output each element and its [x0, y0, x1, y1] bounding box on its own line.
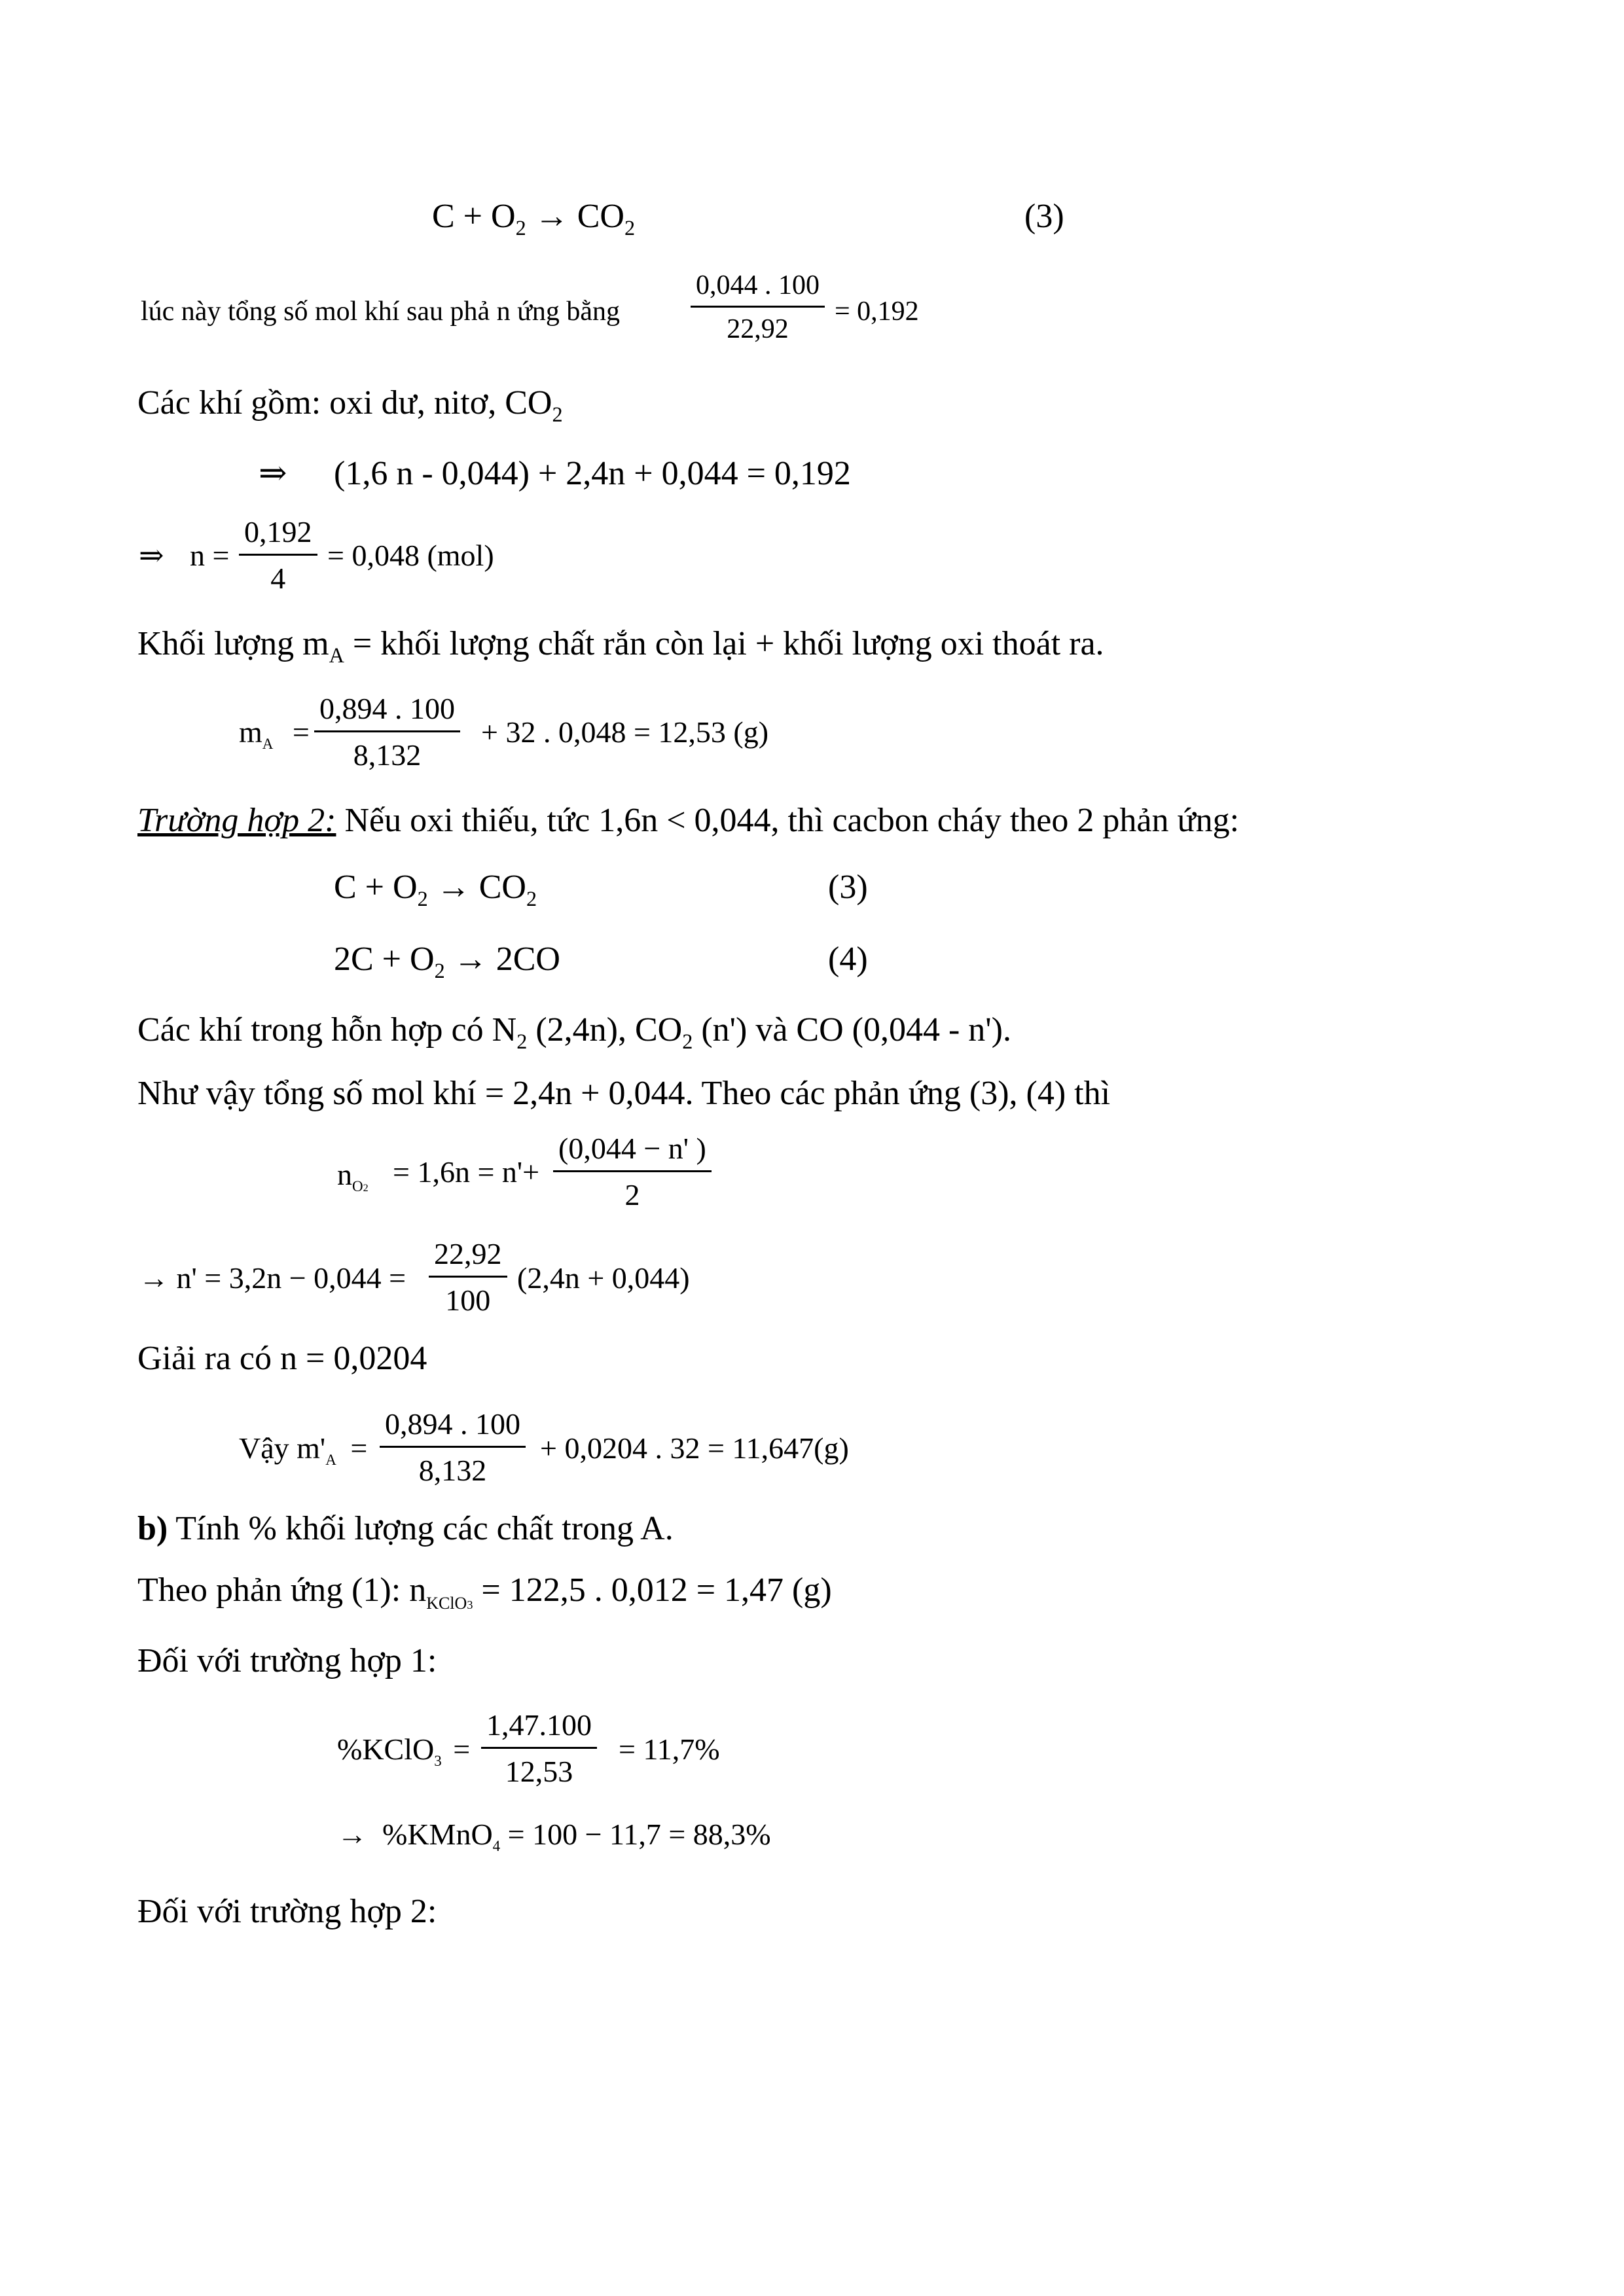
reaction-4-label: (4) [828, 941, 868, 978]
total-mol-line: Như vậy tổng số mol khí = 2,4n + 0,044. Theo các phản ứng (3), (4) thì [137, 1075, 1111, 1112]
pct-kclo3-rest: = 11,7% [619, 1732, 720, 1766]
subscript: 2 [515, 216, 526, 240]
subscript: 2 [516, 1030, 528, 1054]
kclo3-post: = 122,5 . 0,012 = 1,47 (g) [473, 1571, 832, 1609]
n-fraction [239, 517, 317, 594]
no2-lhs [337, 1158, 369, 1195]
reaction-rhs: → CO [427, 869, 526, 906]
pct-kmno4-symbol: %KMnO [367, 1818, 493, 1851]
subscript: 2 [624, 216, 636, 240]
arrow: → [337, 1818, 367, 1851]
denominator: 2 [624, 1178, 640, 1211]
pct-kmno4-rest: = 100 − 11,7 = 88,3% [500, 1818, 771, 1851]
reaction-3-top [432, 198, 636, 240]
pct-kclo3-symbol: %KClO [337, 1732, 435, 1766]
equals-sign: = [350, 1431, 368, 1465]
reaction-4 [334, 941, 560, 983]
mix-part: (n') và CO (0,044 - n'). [693, 1011, 1011, 1049]
denominator: 4 [270, 562, 286, 595]
case-1-heading: Đối với trường hợp 1: [137, 1642, 437, 1679]
nprime-lhs: → n' = 3,2n − 0,044 = [139, 1261, 406, 1295]
numerator: 0,894 . 100 [319, 692, 455, 725]
kclo3-mass-line [137, 1571, 832, 1613]
mass-def-post: = khối lượng chất rắn còn lại + khối lượng oxi thoát ra. [344, 625, 1104, 662]
ma-lhs [239, 715, 310, 753]
reaction-lhs: C + O [432, 198, 516, 235]
n-symbol: n [337, 1158, 352, 1191]
n-lhs: n = [190, 539, 230, 572]
solve-line: Giải ra có n = 0,0204 [137, 1340, 427, 1377]
subscript: 4 [492, 1838, 501, 1855]
case-2-heading: Đối với trường hợp 2: [137, 1893, 437, 1930]
equals-sign: = [453, 1732, 471, 1766]
total-mol-text: lúc này tổng số mol khí sau phả n ứng bằng [141, 296, 621, 327]
case-2-label: Trường hợp 2: [137, 802, 336, 839]
part-b-text: Tính % khối lượng các chất trong A. [168, 1510, 674, 1547]
case-2-text: Nếu oxi thiếu, tức 1,6n < 0,044, thì cacbon cháy theo 2 phản ứng: [336, 802, 1240, 839]
no2-fraction [553, 1134, 712, 1210]
ma-rest: + 32 . 0,048 = 12,53 (g) [481, 715, 769, 749]
gases-text: Các khí gồm: oxi dư, nitơ, CO [137, 384, 552, 422]
mass-definition [137, 625, 1104, 668]
numerator: 22,92 [434, 1237, 502, 1270]
subscript: 3 [434, 1753, 442, 1770]
numerator: 1,47.100 [486, 1708, 592, 1742]
subscript: 2 [552, 403, 563, 427]
denominator: 22,92 [727, 314, 789, 344]
mprime-fraction [380, 1409, 526, 1486]
mprime-lhs [239, 1431, 368, 1469]
sum-equation: (1,6 n - 0,044) + 2,4n + 0,044 = 0,192 [334, 455, 851, 492]
numerator: 0,894 . 100 [385, 1407, 520, 1441]
part-b-heading [137, 1512, 674, 1546]
pct-kclo3-fraction [481, 1710, 597, 1787]
total-mol-fraction [691, 272, 825, 343]
denominator: 12,53 [505, 1755, 573, 1788]
subscript-o: O [352, 1178, 363, 1195]
subscript-kclo: KClO [426, 1593, 467, 1613]
gas-mixture-line [137, 1011, 1011, 1054]
denominator: 100 [445, 1283, 491, 1317]
mix-part: Các khí trong hỗn hợp có N [137, 1011, 517, 1049]
denominator: 8,132 [418, 1454, 487, 1487]
subscript-3: 3 [467, 1598, 473, 1611]
subscript: 2 [417, 887, 428, 911]
mprime-symbol: Vậy m' [239, 1431, 326, 1465]
reaction-3-label: (3) [828, 869, 868, 906]
equals-sign: = [292, 715, 310, 749]
subscript: A [262, 736, 274, 753]
mix-part: (2,4n), CO [527, 1011, 683, 1049]
n-arrow: ⇒ [139, 539, 164, 572]
part-b-label: b) [137, 1510, 168, 1547]
n-result: = 0,048 (mol) [327, 539, 494, 572]
subscript [426, 1594, 473, 1613]
subscript-2: 2 [363, 1183, 369, 1194]
kclo3-pre: Theo phản ứng (1): n [137, 1571, 427, 1609]
reaction-3-number: (3) [1024, 198, 1064, 235]
mass-def-pre: Khối lượng m [137, 625, 329, 662]
reaction-3 [334, 869, 537, 911]
subscript: A [325, 1452, 336, 1469]
ma-symbol: m [239, 715, 262, 749]
denominator: 8,132 [353, 738, 422, 772]
case-2-intro [137, 804, 1239, 838]
mprime-rest: + 0,0204 . 32 = 11,647(g) [540, 1431, 849, 1465]
nprime-fraction [429, 1239, 507, 1316]
subscript: 2 [682, 1030, 693, 1054]
numerator: 0,044 . 100 [696, 270, 820, 300]
subscript: 2 [526, 887, 537, 911]
implies-arrow: ⇒ [259, 455, 287, 492]
reaction-lhs: 2C + O [334, 941, 435, 978]
subscript: 2 [434, 959, 445, 983]
subscript [352, 1178, 369, 1194]
pct-kclo3-lhs [337, 1732, 471, 1770]
numerator: 0,192 [244, 515, 312, 548]
reaction-rhs: → CO [526, 198, 624, 235]
no2-mid: = 1,6n = n'+ [393, 1155, 540, 1189]
nprime-rest: (2,4n + 0,044) [517, 1261, 690, 1295]
reaction-lhs: C + O [334, 869, 418, 906]
ma-fraction [314, 694, 460, 770]
subscript: A [329, 643, 344, 668]
pct-kmno4-line [337, 1818, 771, 1855]
total-mol-result: = 0,192 [835, 296, 919, 327]
gases-line [137, 384, 563, 427]
numerator: (0,044 − n' ) [558, 1132, 706, 1165]
reaction-rhs: → 2CO [444, 941, 560, 978]
